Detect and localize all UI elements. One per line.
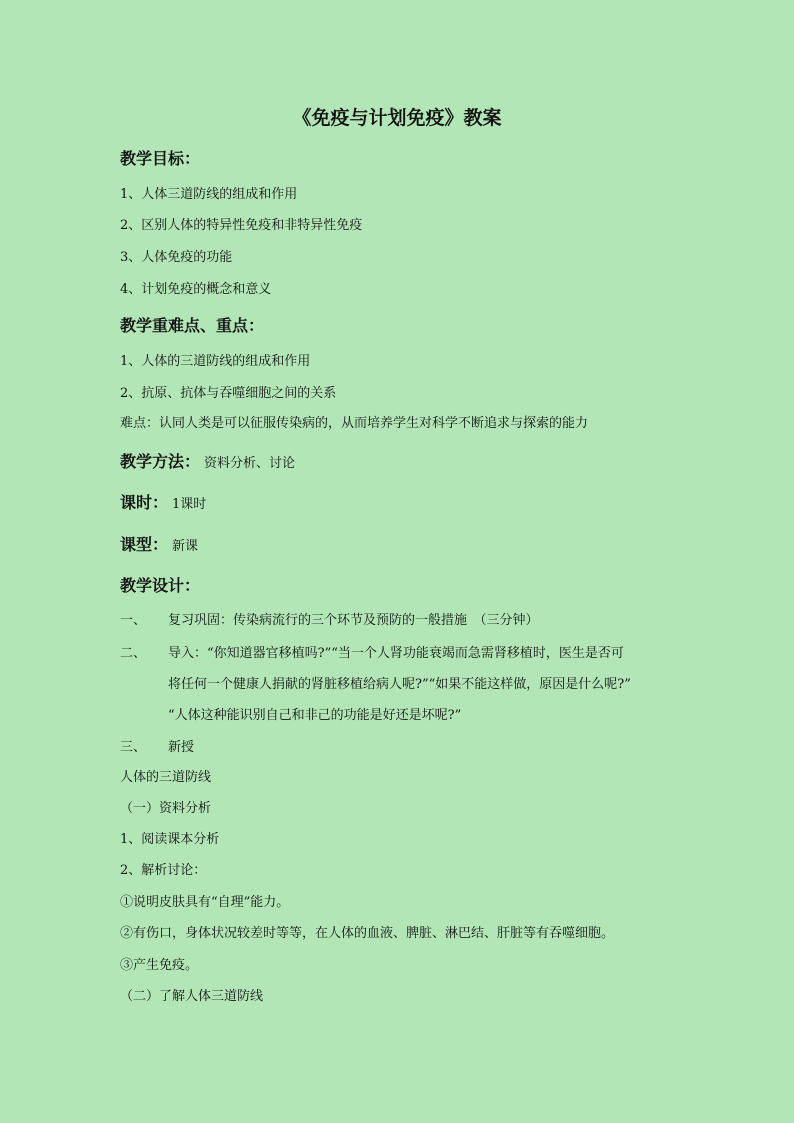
hours-heading: 课时： — [120, 493, 169, 512]
answer-2: ②有伤口，身体状况较差时等等，在人体的血液、脾脏、淋巴结、肝脏等有吞噬细胞。 — [120, 926, 615, 941]
method-heading: 教学方法： — [120, 452, 201, 471]
step-3-number: 三、 — [120, 740, 147, 755]
step-2 — [120, 645, 624, 663]
step-1-text: 复习巩固：传染病流行的三个环节及预防的一般措施 （三分钟） — [168, 613, 539, 628]
hours-value: 1课时 — [172, 497, 207, 512]
step-2-line-3: “人体这种能识别自己和非己的功能是好还是坏呢?” — [168, 708, 462, 723]
method-value: 资料分析、讨论 — [204, 456, 296, 471]
type-row — [120, 534, 198, 558]
step-1-number: 一、 — [120, 613, 147, 628]
step-2-line-2: 将任何一个健康人捐献的肾脏移植给病人呢?”“如果不能这样做，原因是什么呢?” — [168, 677, 631, 692]
key-point-item-1: 1、人体的三道防线的组成和作用 — [120, 354, 311, 369]
discuss-item: 2、解析讨论： — [120, 863, 207, 878]
answer-1: ①说明皮肤具有“自理”能力。 — [120, 895, 290, 910]
section-title: 人体的三道防线 — [120, 770, 212, 785]
objective-item-1: 1、人体三道防线的组成和作用 — [120, 187, 298, 202]
difficulty-text: 难点：认同人类是可以征服传染病的，从而培养学生对科学不断追求与探索的能力 — [120, 416, 589, 431]
subsection-2: （二）了解人体三道防线 — [120, 989, 264, 1004]
type-value: 新课 — [172, 539, 199, 554]
key-points-heading: 教学重难点、重点： — [120, 316, 265, 335]
objectives-heading: 教学目标： — [120, 149, 201, 168]
objective-item-2: 2、区别人体的特异性免疫和非特异性免疫 — [120, 218, 363, 233]
design-heading: 教学设计： — [120, 576, 201, 595]
objective-item-3: 3、人体免疫的功能 — [120, 250, 233, 265]
step-2-line-1: 导入：“你知道器官移植吗?”“当一个人肾功能衰竭而急需肾移植时，医生是否可 — [168, 646, 624, 661]
step-3-text: 新授 — [168, 740, 195, 755]
answer-3: ③产生免疫。 — [120, 958, 199, 973]
step-2-number: 二、 — [120, 646, 147, 661]
objective-item-4: 4、计划免疫的概念和意义 — [120, 282, 272, 297]
step-3 — [120, 739, 194, 757]
key-point-item-2: 2、抗原、抗体与吞噬细胞之间的关系 — [120, 386, 337, 401]
method-row — [120, 451, 295, 475]
hours-row — [120, 492, 206, 516]
type-heading: 课型： — [120, 535, 169, 554]
document-title: 《免疫与计划免疫》教案 — [292, 107, 502, 129]
read-item: 1、阅读课本分析 — [120, 832, 220, 847]
step-1 — [120, 612, 539, 630]
subsection-1: （一）资料分析 — [120, 801, 212, 816]
